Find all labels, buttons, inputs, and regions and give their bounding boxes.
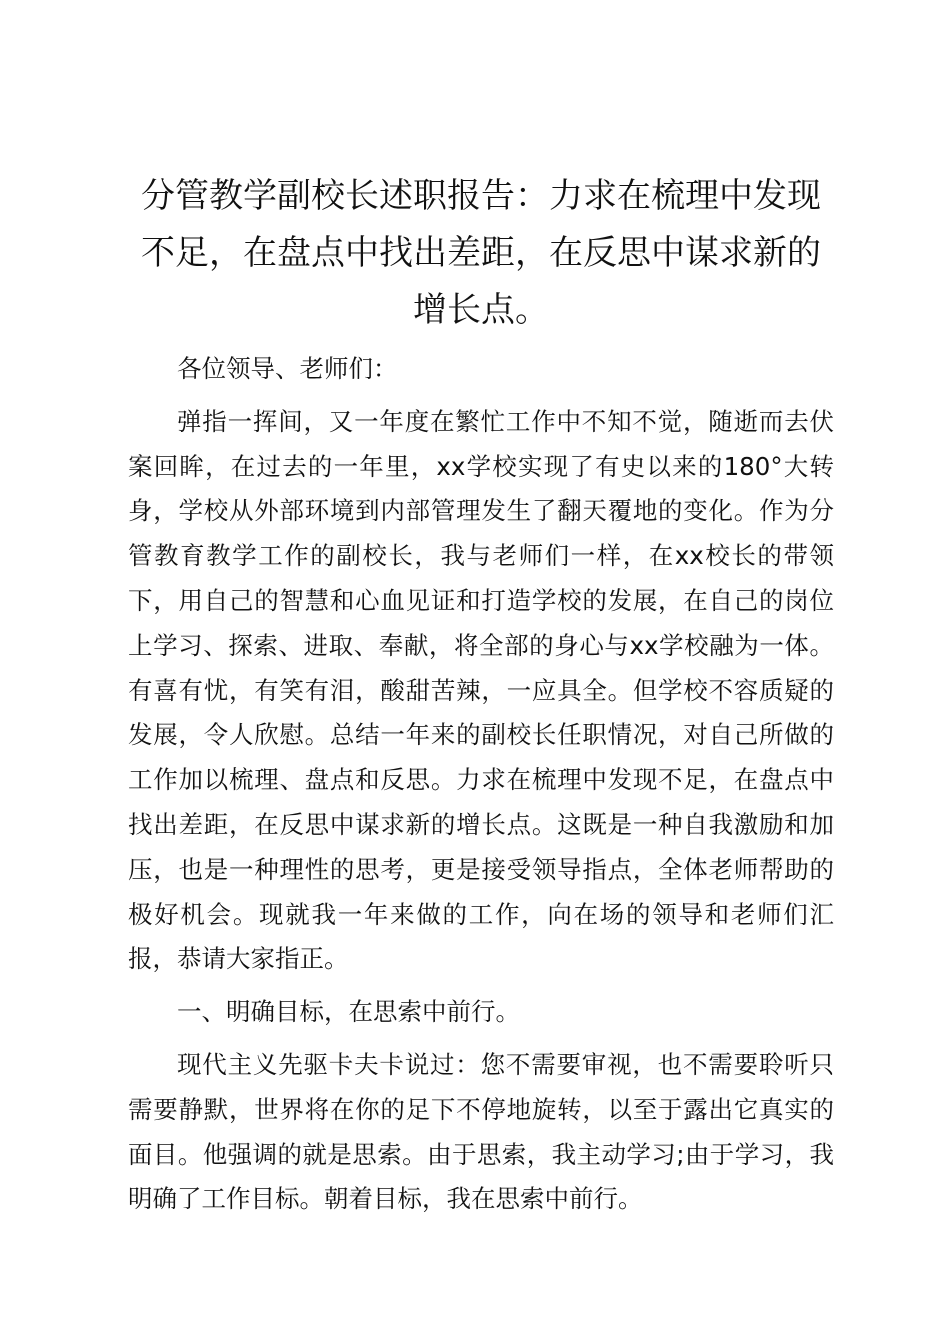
- section-heading-1: 一、明确目标，在思索中前行。: [177, 997, 520, 1027]
- section-1-paragraph: 现代主义先驱卡夫卡说过：您不需要审视，也不需要聆听只需要静默，世界将在你的足下不停地旋转，以至于露出它真实的面目。他强调的就是思索。由于思索，我主动学习;由于学习，我明确了工作目标。朝着目标，我在思索中前行。: [128, 1049, 834, 1214]
- body-paragraph-intro: 弹指一挥间，又一年度在繁忙工作中不知不觉，随逝而去伏案回眸，在过去的一年里，xx学校实现了有史以来的180°大转身，学校从外部环境到内部管理发生了翻天覆地的变化。作为分管教育教学工作的副校长，我与老师们一样，在xx校长的带领下，用自己的智慧和心血见证和打造学校的发展，在自己的岗位上学习、探索、进取、奉献，将全部的身心与xx学校融为一体。有喜有忧，有笑有泪，酸甜苦辣，一应具全。但学校不容质疑的发展，令人欣慰。总结一年来的副校长任职情况，对自己所做的工作加以梳理、盘点和反思。力求在梳理中发现不足，在盘点中找出差距，在反思中谋求新的增长点。这既是一种自我激励和加压，也是一种理性的思考，更是接受领导指点，全体老师帮助的极好机会。现就我一年来做的工作，向在场的领导和老师们汇报，恭请大家指正。: [128, 406, 834, 974]
- document-title: 分管教学副校长述职报告：力求在梳理中发现不足，在盘点中找出差距，在反思中谋求新的增长点。: [141, 176, 821, 330]
- document-body: [128, 168, 834, 1222]
- salutation: 各位领导、老师们：: [177, 354, 398, 383]
